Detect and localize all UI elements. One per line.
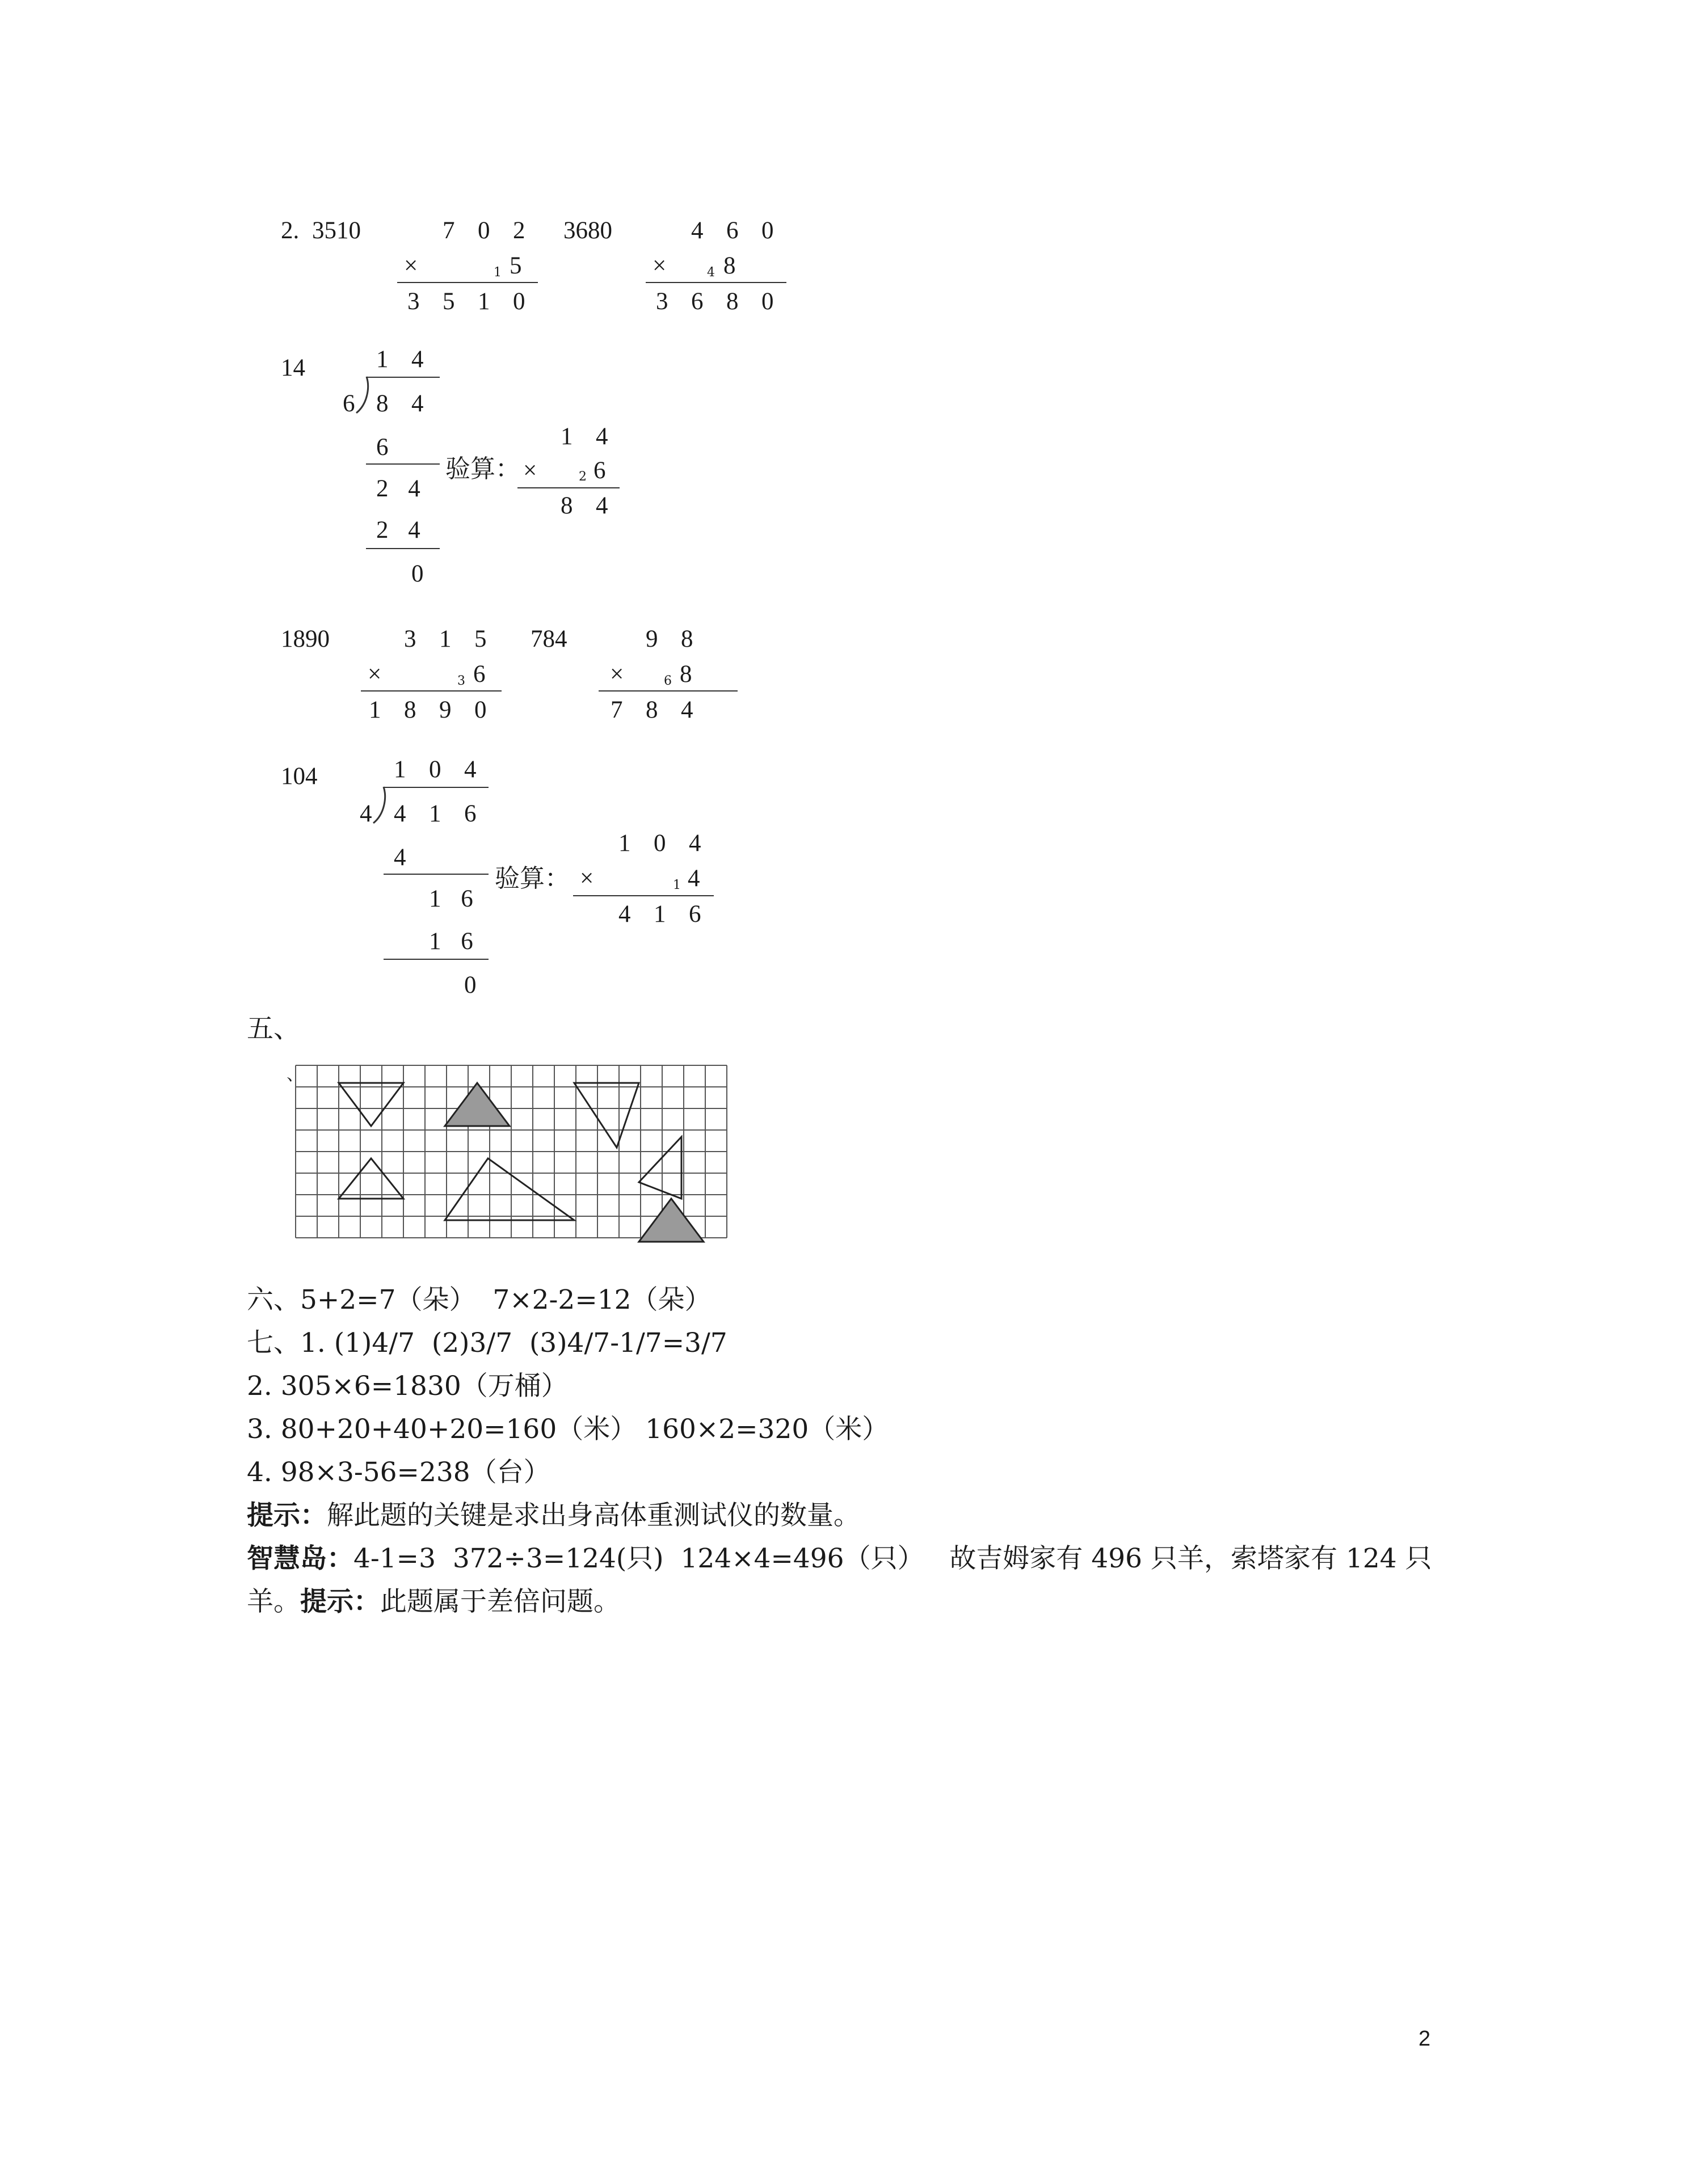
divisor: 6 bbox=[343, 390, 355, 417]
top-digit: 5 bbox=[474, 626, 487, 652]
result-digit: 0 bbox=[761, 288, 774, 315]
top-digit: 6 bbox=[726, 217, 739, 244]
section-6-line: 六、5+2=7（朵） 7×2-2=12（朵） bbox=[247, 1284, 712, 1316]
answer-value: 14 bbox=[281, 355, 305, 381]
calc-rule bbox=[361, 690, 502, 692]
calc-rule bbox=[573, 895, 714, 896]
top-digit: 8 bbox=[681, 626, 693, 652]
check-label: 验算： bbox=[445, 454, 520, 483]
result-digit: 8 bbox=[561, 492, 573, 519]
multiplier-digit: 6 bbox=[593, 457, 606, 484]
top-digit: 4 bbox=[691, 217, 704, 244]
carry-digit: 3 bbox=[457, 674, 465, 688]
result-digit: 4 bbox=[618, 901, 631, 927]
quotient-digit: 1 bbox=[376, 346, 389, 373]
section-7-line-1: 七、1. (1)4/7 (2)3/7 (3)4/7-1/7=3/7 bbox=[247, 1327, 727, 1359]
triangle-outline bbox=[339, 1158, 403, 1199]
answer-value: 3510 bbox=[312, 217, 361, 244]
dividend-digit: 8 bbox=[376, 390, 389, 417]
result-digit: 0 bbox=[474, 697, 487, 723]
triangle-outline bbox=[639, 1137, 681, 1199]
carry-digit: 6 bbox=[664, 674, 672, 688]
quotient-digit: 4 bbox=[464, 756, 477, 783]
result-digit: 9 bbox=[439, 697, 452, 723]
division-step: 2 4 bbox=[376, 517, 420, 543]
section-7-line-3: 3. 80+20+40+20=160（米） 160×2=320（米） bbox=[247, 1414, 889, 1445]
quotient-digit: 0 bbox=[429, 756, 441, 783]
division-step: 1 6 bbox=[429, 886, 473, 912]
hint-line bbox=[247, 1502, 860, 1529]
times-sign: × bbox=[653, 252, 667, 279]
hint-label: 提示： bbox=[300, 1586, 380, 1617]
quotient-digit: 1 bbox=[394, 756, 406, 783]
result-digit: 1 bbox=[369, 697, 381, 723]
wisdom-label: 智慧岛： bbox=[247, 1543, 353, 1574]
division-bar bbox=[366, 377, 440, 378]
top-digit: 0 bbox=[761, 217, 774, 244]
calc-rule bbox=[366, 548, 440, 549]
times-sign: × bbox=[404, 252, 418, 279]
grid-tick-mark: 、 bbox=[287, 1065, 304, 1085]
top-digit: 9 bbox=[646, 626, 658, 652]
check-top-digit: 1 bbox=[618, 830, 631, 857]
result-digit: 5 bbox=[443, 288, 455, 315]
hint-text: 解此题的关键是求出身高体重测试仪的数量。 bbox=[327, 1500, 860, 1531]
division-bracket bbox=[353, 376, 372, 415]
top-digit: 2 bbox=[513, 217, 525, 244]
check-label: 验算： bbox=[495, 864, 570, 893]
result-digit: 8 bbox=[726, 288, 739, 315]
top-digit: 7 bbox=[443, 217, 455, 244]
triangle-outline bbox=[339, 1083, 403, 1126]
check-top-digit: 0 bbox=[654, 830, 666, 857]
result-digit: 3 bbox=[656, 288, 668, 315]
division-bracket bbox=[370, 786, 389, 825]
result-digit: 3 bbox=[407, 288, 420, 315]
carry-digit: 1 bbox=[673, 878, 681, 892]
wisdom-line-2 bbox=[247, 1588, 620, 1615]
result-digit: 7 bbox=[611, 697, 623, 723]
section-7-line-4: 4. 98×3-56=238（台） bbox=[247, 1457, 550, 1488]
page-number: 2 bbox=[1418, 2027, 1431, 2051]
hint-label: 提示： bbox=[247, 1500, 327, 1531]
dividend-digit: 4 bbox=[394, 800, 406, 827]
wisdom-line-1 bbox=[247, 1545, 1432, 1572]
section-7-line-2: 2. 305×6=1830（万桶） bbox=[247, 1371, 568, 1402]
result-digit: 6 bbox=[689, 901, 701, 927]
division-remainder: 0 bbox=[464, 972, 477, 998]
triangles bbox=[339, 1083, 704, 1242]
result-digit: 0 bbox=[513, 288, 525, 315]
carry-digit: 4 bbox=[707, 265, 715, 280]
result-digit: 4 bbox=[596, 492, 608, 519]
calc-rule bbox=[366, 463, 440, 465]
multiplier-digit: 5 bbox=[510, 252, 522, 279]
division-step: 2 4 bbox=[376, 475, 420, 502]
multiplier-digit: 8 bbox=[680, 661, 692, 688]
result-digit: 1 bbox=[478, 288, 490, 315]
top-digit: 1 bbox=[439, 626, 452, 652]
check-top-digit: 4 bbox=[689, 830, 701, 857]
result-digit: 8 bbox=[646, 697, 658, 723]
times-sign: × bbox=[580, 865, 594, 892]
triangle-shaded bbox=[445, 1083, 510, 1126]
division-step: 1 6 bbox=[429, 928, 473, 955]
wisdom-text: 此题属于差倍问题。 bbox=[380, 1586, 620, 1617]
dividend-digit: 6 bbox=[464, 800, 477, 827]
calc-rule bbox=[599, 690, 738, 692]
division-step: 6 bbox=[376, 434, 389, 461]
answer-value: 3680 bbox=[563, 217, 612, 244]
carry-digit: 1 bbox=[494, 265, 502, 280]
calc-rule bbox=[384, 959, 489, 960]
wisdom-text: 羊。 bbox=[247, 1586, 300, 1617]
check-top-digit: 4 bbox=[596, 423, 608, 450]
carry-digit: 2 bbox=[579, 470, 587, 484]
dividend-digit: 1 bbox=[429, 800, 441, 827]
calc-rule bbox=[384, 874, 489, 875]
multiplier-digit: 8 bbox=[723, 252, 736, 279]
triangle-shaded bbox=[639, 1199, 704, 1242]
result-digit: 6 bbox=[691, 288, 704, 315]
times-sign: × bbox=[368, 661, 382, 688]
result-digit: 8 bbox=[404, 697, 416, 723]
top-digit: 3 bbox=[404, 626, 416, 652]
times-sign: × bbox=[610, 661, 624, 688]
division-step: 4 bbox=[394, 844, 406, 871]
answer-value: 104 bbox=[281, 763, 318, 790]
top-digit: 0 bbox=[478, 217, 490, 244]
times-sign: × bbox=[523, 457, 537, 484]
quotient-digit: 4 bbox=[411, 346, 424, 373]
triangle-grid bbox=[294, 1064, 728, 1245]
section-5-label: 五、 bbox=[247, 1013, 300, 1044]
check-top-digit: 1 bbox=[561, 423, 573, 450]
calc-rule bbox=[517, 487, 620, 488]
divisor: 4 bbox=[360, 800, 372, 827]
multiplier-digit: 4 bbox=[688, 865, 700, 892]
answer-value: 1890 bbox=[281, 626, 330, 652]
answer-value: 784 bbox=[531, 626, 567, 652]
dividend-digit: 4 bbox=[411, 390, 424, 417]
division-bar bbox=[384, 787, 489, 788]
calc-rule bbox=[646, 282, 786, 283]
calc-rule bbox=[397, 282, 538, 283]
result-digit: 4 bbox=[681, 697, 693, 723]
result-digit: 1 bbox=[654, 901, 666, 927]
division-remainder: 0 bbox=[411, 560, 424, 587]
wisdom-text: 4-1=3 372÷3=124(只) 124×4=496（只） 故吉姆家有 496 只羊，索塔家有 124 只 bbox=[353, 1543, 1432, 1574]
item-label: 2. bbox=[281, 217, 300, 244]
triangle-outline bbox=[574, 1083, 639, 1148]
multiplier-digit: 6 bbox=[473, 661, 486, 688]
